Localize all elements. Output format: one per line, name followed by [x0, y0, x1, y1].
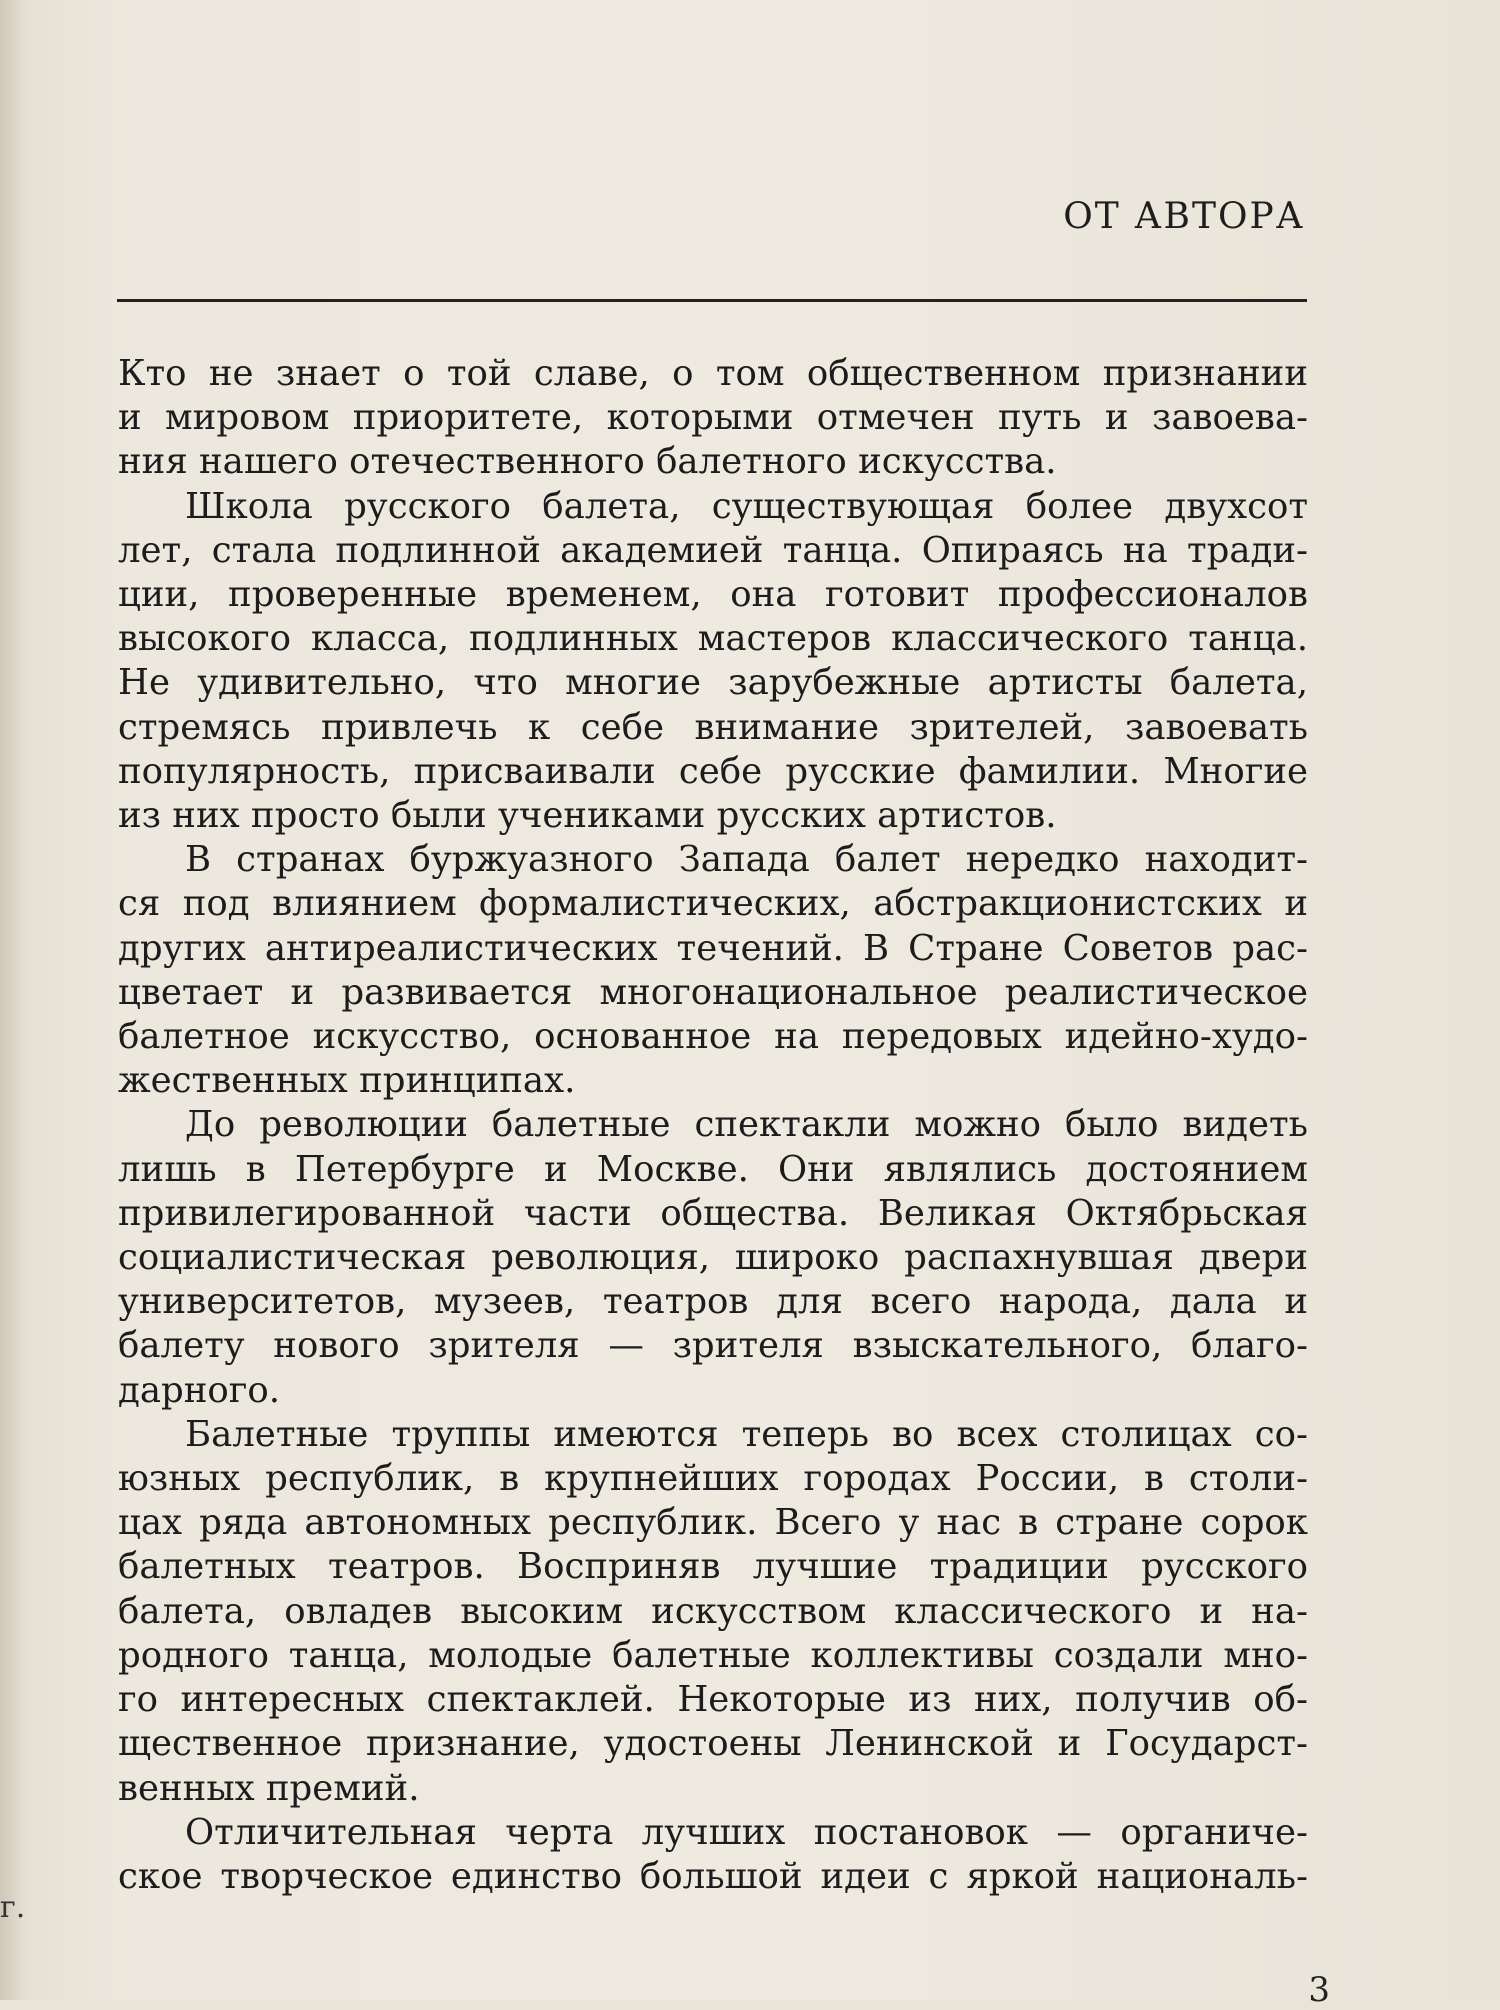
- text-line: ния нашего отечественного балетного искусства.: [118, 441, 1057, 483]
- text-line: го интересных спектаклей. Некоторые из них, получив об-: [118, 1679, 1308, 1721]
- margin-mark: г.: [0, 1890, 26, 1925]
- text-line: балета, овладев высоким искусством классического и на-: [118, 1590, 1308, 1632]
- body-text: [118, 352, 1308, 1899]
- text-line: ции, проверенные временем, она готовит профессионалов: [118, 574, 1308, 616]
- text-line: Кто не знает о той славе, о том общественном признании: [118, 353, 1308, 394]
- text-line: социалистическая революция, широко распахнувшая двери: [118, 1237, 1308, 1279]
- text-line: юзных республик, в крупнейших городах России, в столи-: [118, 1458, 1308, 1500]
- text-line: высокого класса, подлинных мастеров классического танца.: [118, 618, 1308, 660]
- chapter-heading: ОТ АВТОРА: [1063, 196, 1305, 237]
- text-line: венных премий.: [118, 1767, 420, 1809]
- text-line: привилегированной части общества. Великая Октябрьская: [118, 1192, 1308, 1234]
- text-line: ское творческое единство большой идеи с яркой националь-: [118, 1855, 1308, 1897]
- text-line: из них просто были учениками русских артистов.: [118, 795, 1057, 837]
- page-number: 3: [1308, 1970, 1330, 2010]
- text-line: жественных принципах.: [118, 1060, 576, 1102]
- text-line: В странах буржуазного Запада балет нередко находит-: [185, 839, 1308, 881]
- text-line: университетов, музеев, театров для всего народа, дала и: [118, 1281, 1308, 1323]
- text-line: балетных театров. Восприняв лучшие традиции русского: [118, 1546, 1308, 1588]
- text-line: дарного.: [118, 1369, 281, 1411]
- text-line: лишь в Петербурге и Москве. Они являлись достоянием: [118, 1148, 1308, 1190]
- text-line: цах ряда автономных республик. Всего у нас в стране сорок: [118, 1502, 1308, 1544]
- text-line: лет, стала подлинной академией танца. Опираясь на тради-: [118, 529, 1308, 571]
- text-line: балетное искусство, основанное на передовых идейно-худо-: [118, 1016, 1308, 1058]
- text-line: ся под влиянием формалистических, абстракционистских и: [118, 883, 1308, 925]
- text-line: и мировом приоритете, которыми отмечен путь и завоева-: [118, 397, 1308, 439]
- text-line: стремясь привлечь к себе внимание зрителей, завоевать: [118, 706, 1308, 748]
- text-line: родного танца, молодые балетные коллективы создали мно-: [118, 1634, 1308, 1676]
- text-line: щественное признание, удостоены Ленинской и Государст-: [118, 1723, 1308, 1765]
- text-line: других антиреалистических течений. В Стране Советов рас-: [118, 927, 1308, 969]
- text-line: Не удивительно, что многие зарубежные артисты балета,: [118, 662, 1308, 704]
- text-line: Балетные труппы имеются теперь во всех столицах со-: [185, 1413, 1308, 1455]
- heading-rule: [117, 299, 1307, 302]
- text-line: цветает и развивается многонациональное реалистическое: [118, 971, 1308, 1013]
- text-line: балету нового зрителя — зрителя взыскательного, благо-: [118, 1325, 1308, 1367]
- text-line: Отличительная черта лучших постановок — органиче-: [185, 1811, 1308, 1853]
- page-gutter: [0, 0, 22, 2000]
- text-line: популярность, присваивали себе русские фамилии. Многие: [118, 750, 1308, 792]
- text-line: Школа русского балета, существующая более двухсот: [185, 485, 1308, 527]
- text-line: До революции балетные спектакли можно было видеть: [185, 1104, 1308, 1146]
